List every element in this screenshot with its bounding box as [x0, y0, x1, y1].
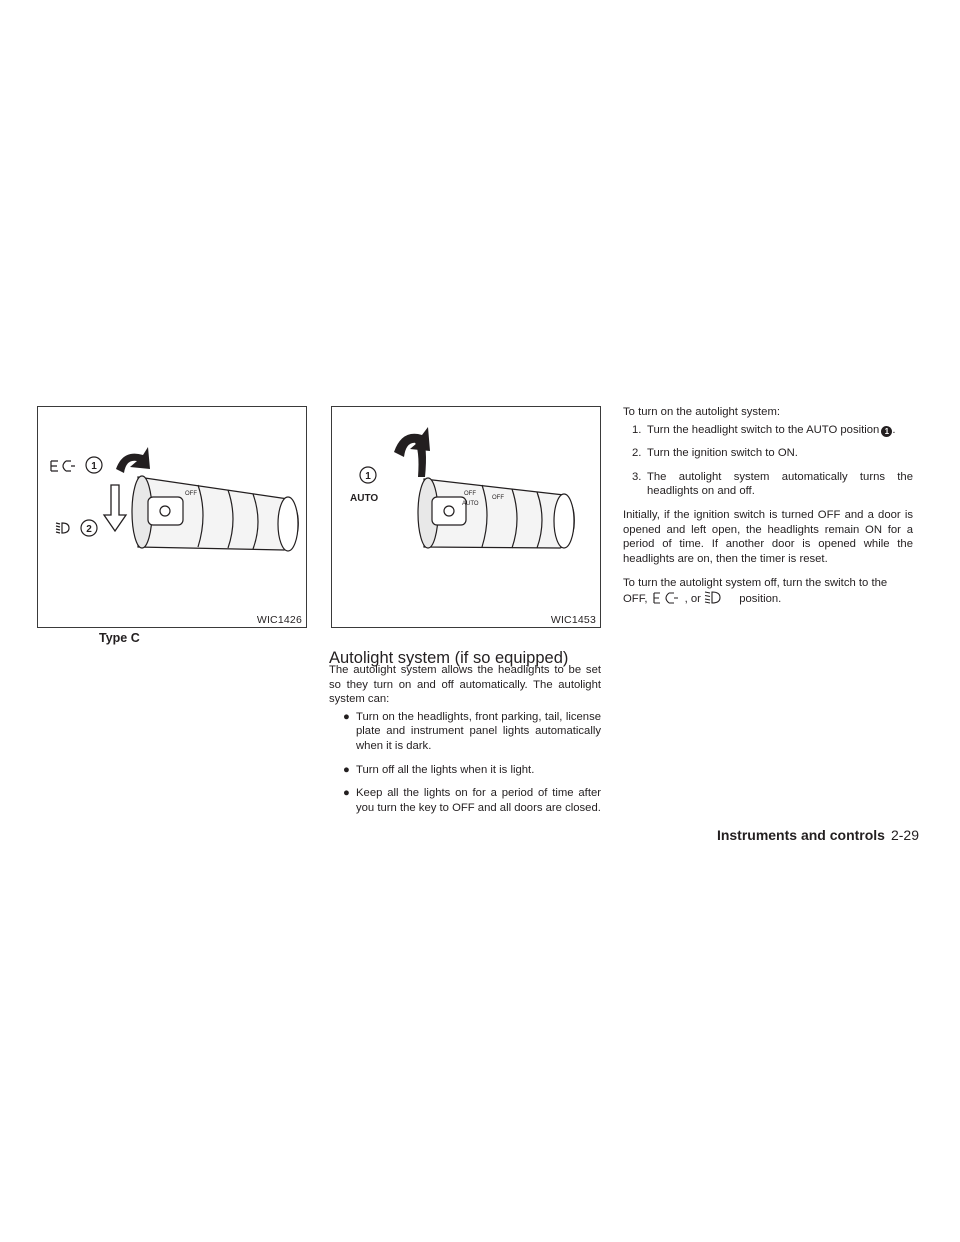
fig2-switch-auto: AUTO [462, 501, 479, 507]
bullet-icon: ● [343, 787, 350, 800]
fig1-label-2: 2 [86, 524, 92, 535]
section-title: Autolight system (if so equipped) [329, 648, 569, 667]
autolight-description [329, 663, 601, 824]
headlight-icon [56, 523, 69, 533]
list-item: ● Keep all the lights on for a period of time after you turn the key to OFF and all doors are closed. [343, 787, 601, 814]
figure-code: WIC1426 [256, 614, 302, 626]
autolight-instructions [623, 405, 913, 617]
fig1-switch-off: OFF [185, 491, 197, 497]
bullet-icon: ● [343, 710, 350, 723]
fig2-label-1: 1 [365, 471, 371, 482]
parking-light-icon [651, 592, 685, 604]
step-item: 3. The autolight system automatically turns the headlights on and off. [632, 470, 913, 498]
figure-code: WIC1453 [550, 614, 596, 626]
step-item: 2. Turn the ignition switch to ON. [632, 447, 798, 460]
turn-on-heading: To turn on the autolight system: [623, 406, 780, 418]
turn-off-paragraph: To turn the autolight system off, turn the switch to the OFF, , or position. [623, 577, 888, 605]
list-item: ● Turn off all the lights when it is light. [343, 763, 535, 776]
position-2-icon [81, 520, 97, 536]
fig2-switch-off: OFF [464, 491, 476, 497]
position-1-marker-icon: 1 [881, 426, 892, 437]
page-footer [717, 827, 919, 843]
intro-paragraph: The autolight system allows the headlights to be set so they turn on and off automatically. The autolight system can: [329, 664, 601, 706]
position-1-icon [86, 457, 102, 473]
autolight-switch-illustration [332, 407, 600, 627]
figure-type-c-switch [37, 406, 307, 628]
list-item: ● Turn on the headlights, front parking, tail, license plate and instrument panel lights automatically when it is dark. [343, 710, 601, 752]
fig1-label-1: 1 [91, 461, 97, 472]
step-item: 1. Turn the headlight switch to the AUTO position 1 . [632, 423, 896, 436]
position-1-icon [360, 467, 376, 483]
bullet-icon: ● [343, 763, 350, 776]
fig2-switch-off2: OFF [492, 495, 504, 501]
footer-section: Instruments and controls [716, 827, 885, 843]
headlight-icon [704, 591, 724, 604]
headlight-switch-illustration [38, 407, 306, 627]
page-number: 2-29 [890, 827, 919, 843]
parking-light-icon [51, 461, 75, 471]
figure-auto-switch [331, 406, 601, 628]
caption-type-c: Type C [99, 631, 140, 645]
fig2-label-auto: AUTO [350, 493, 379, 504]
initially-paragraph: Initially, if the ignition switch is turned OFF and a door is opened and left open, the headlights remain ON for a period of time. If another door is opened while the headlights are on, then the timer is reset. [623, 508, 913, 565]
